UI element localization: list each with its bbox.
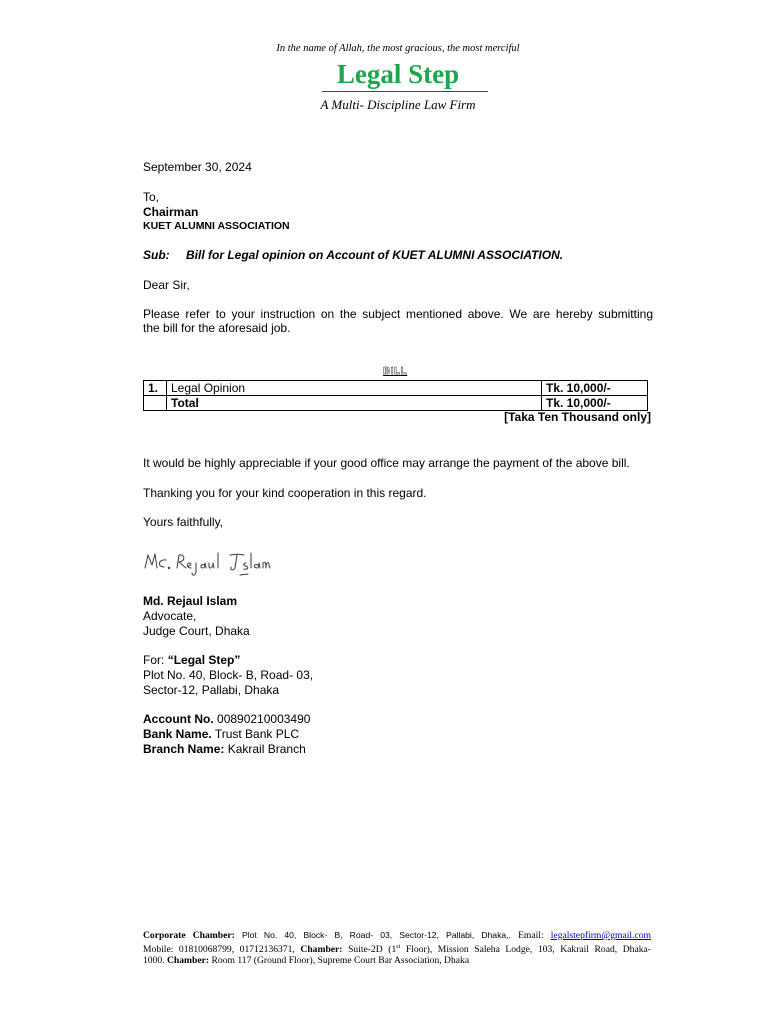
footer-line-1 — [143, 930, 651, 942]
firm-name: Legal Step — [336, 59, 460, 89]
bill-total-label: Total — [167, 396, 542, 411]
bill-row — [144, 381, 648, 396]
intro-line-2: the bill for the aforesaid job. — [143, 321, 291, 335]
footer-email-link[interactable]: legalstepfirm@gmail.com — [550, 930, 651, 941]
signature-image — [142, 545, 272, 585]
subject-text: Bill for Legal opinion on Account of KUET ALUMNI ASSOCIATION. — [186, 248, 564, 262]
footer-mobile: Mobile: 01810068799, 01712136371, — [143, 943, 295, 955]
footer-chamber2-text: Room 117 (Ground Floor), Supreme Court Bar Association, Dhaka — [211, 955, 470, 967]
branch-value: Kakrail Branch — [227, 742, 306, 756]
footer-line-3 — [143, 955, 651, 967]
for-firm-name: “Legal Step” — [167, 653, 241, 667]
signatory-designation: Advocate, — [143, 609, 197, 623]
footer — [143, 930, 651, 967]
account-number-line — [143, 712, 310, 727]
bill-total-amount: Tk. 10,000/- — [542, 396, 648, 411]
branch-name-line — [143, 742, 306, 757]
for-label: For: — [143, 653, 165, 667]
footer-corporate-address: Plot No. 40, Block- B, Road- 03, Sector-12, Pallabi, Dhaka,. — [241, 930, 511, 940]
branch-label: Branch Name: — [143, 742, 225, 756]
letter-date: September 30, 2024 — [143, 160, 252, 174]
firm-address-line-1: Plot No. 40, Block- B, Road- 03, — [143, 668, 314, 682]
firm-address-line-2: Sector-12, Pallabi, Dhaka — [143, 683, 280, 697]
footer-chamber-postcode: 1000. — [143, 955, 165, 967]
firm-name-underline — [322, 91, 488, 92]
account-value: 00890210003490 — [217, 712, 311, 726]
thanks-text: Thanking you for your kind cooperation in this regard. — [143, 486, 427, 500]
bill-total-row — [144, 396, 648, 411]
bill-heading: BILL — [383, 366, 408, 377]
payment-request: It would be highly appreciable if your good office may arrange the payment of the above bill. — [143, 456, 630, 470]
bank-name-line — [143, 727, 299, 742]
account-label: Account No. — [143, 712, 214, 726]
signatory-name: Md. Rejaul Islam — [143, 594, 238, 608]
footer-chamber-text: Suite-2D (1st Floor), Mission Saleha Lodge, 103, Kakrail Road, Dhaka- — [348, 943, 651, 955]
bank-label: Bank Name. — [143, 727, 212, 741]
footer-chamber-label: Chamber: — [300, 943, 343, 955]
bill-row-amount: Tk. 10,000/- — [542, 381, 648, 396]
salutation: Dear Sir, — [143, 278, 190, 292]
closing: Yours faithfully, — [143, 515, 224, 529]
bill-row-description: Legal Opinion — [167, 381, 542, 396]
footer-line-2 — [143, 942, 651, 956]
intro-line-1: Please refer to your instruction on the subject mentioned above. We are hereby submitting — [143, 307, 653, 321]
recipient-to: To, — [143, 190, 160, 204]
footer-email-label: Email: — [518, 930, 544, 941]
firm-tagline: A Multi- Discipline Law Firm — [320, 97, 476, 112]
bill-total-number — [144, 396, 167, 411]
subject-label: Sub: — [143, 248, 170, 262]
recipient-title: Chairman — [143, 205, 199, 219]
bank-value: Trust Bank PLC — [214, 727, 300, 741]
bismillah-line: In the name of Allah, the most gracious, the most merciful — [276, 43, 520, 54]
bill-row-number: 1. — [144, 381, 167, 396]
footer-chamber2-label: Chamber: — [167, 955, 210, 967]
amount-in-words: [Taka Ten Thousand only] — [504, 410, 651, 424]
recipient-organization: KUET ALUMNI ASSOCIATION — [143, 220, 290, 232]
signatory-court: Judge Court, Dhaka — [143, 624, 250, 638]
for-firm-line — [143, 653, 240, 668]
bill-table — [143, 380, 648, 411]
footer-corporate-label: Corporate Chamber: — [143, 930, 235, 941]
